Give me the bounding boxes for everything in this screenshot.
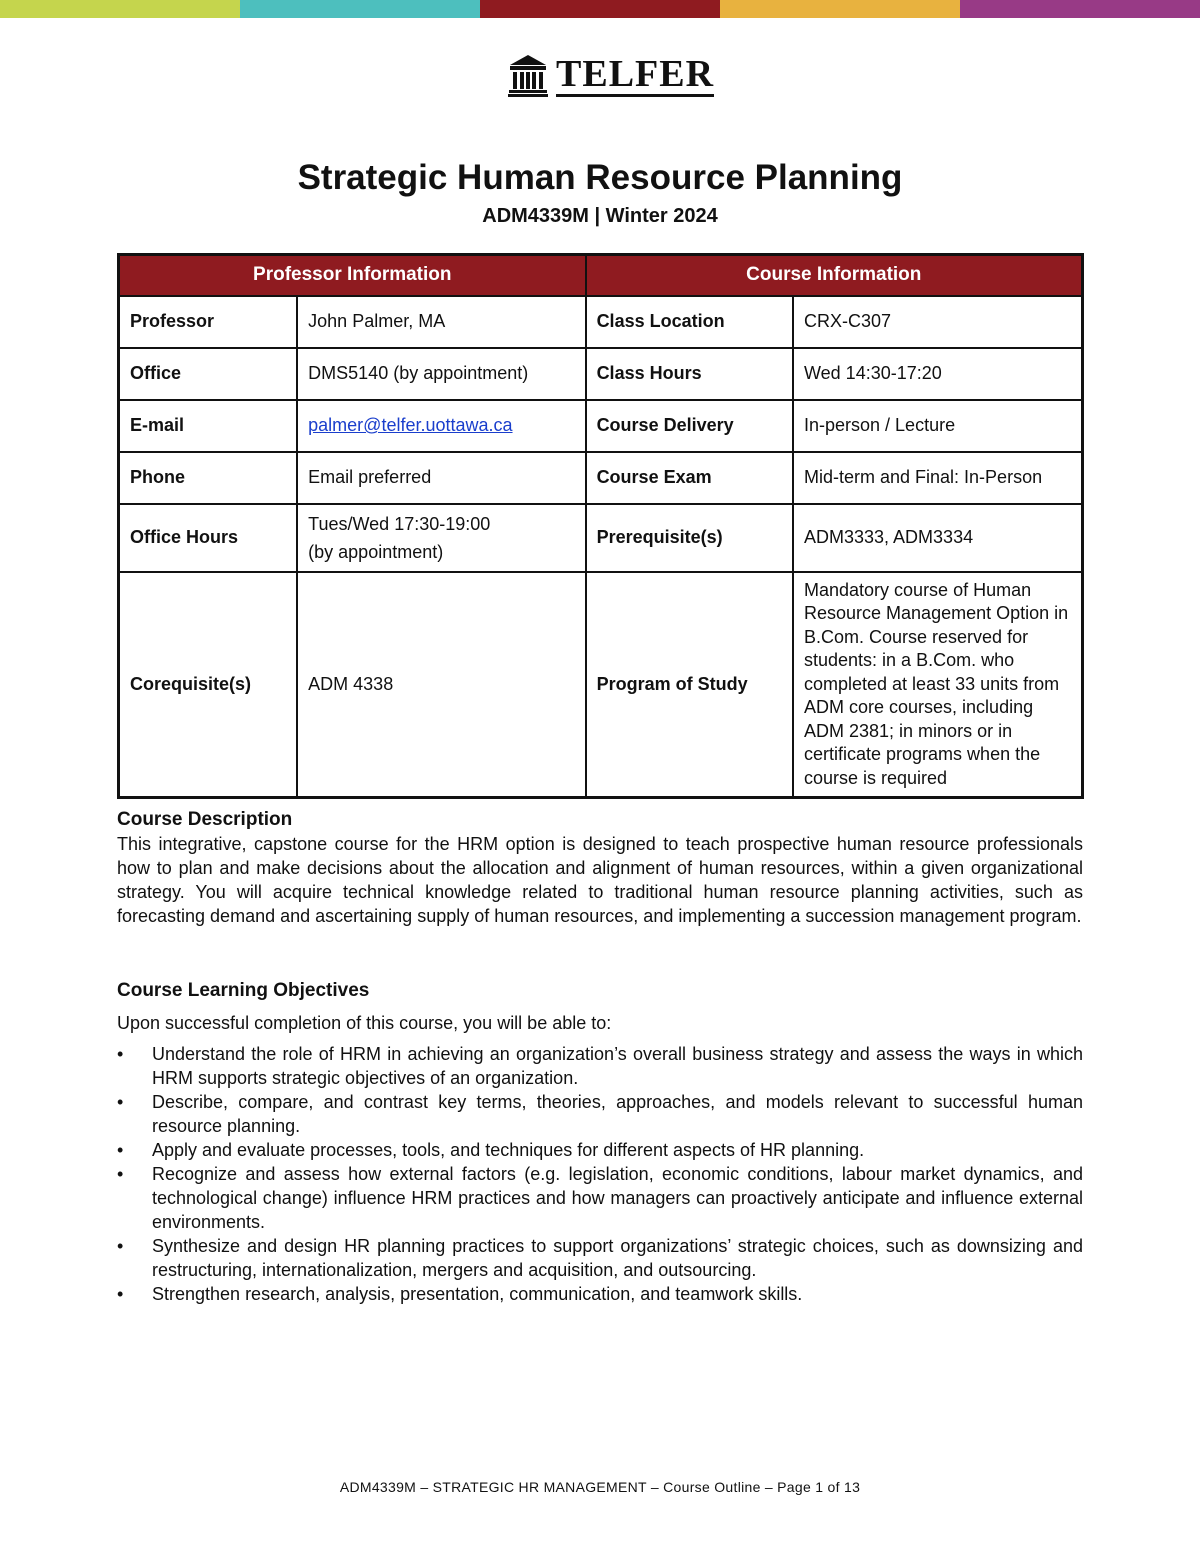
course-exam-value: Mid-term and Final: In-Person xyxy=(793,452,1083,504)
office-hours-note: (by appointment) xyxy=(308,541,444,562)
class-hours-label: Class Hours xyxy=(586,348,793,400)
stripe-segment-teal xyxy=(240,0,480,18)
class-hours-value: Wed 14:30-17:20 xyxy=(793,348,1083,400)
stripe-segment-maroon xyxy=(480,0,720,18)
list-item: • Describe, compare, and contrast key terms, theories, approaches, and models relevant to successful human resource planning. xyxy=(117,1090,1083,1138)
phone-value: Email preferred xyxy=(297,452,585,504)
prerequisites-value: ADM3333, ADM3334 xyxy=(793,504,1083,572)
corequisites-label: Corequisite(s) xyxy=(119,572,298,798)
class-location-value: CRX-C307 xyxy=(793,296,1083,348)
table-row xyxy=(119,572,1083,798)
table-header-row xyxy=(119,255,1083,296)
office-hours-times: Tues/Wed 17:30-19:00 xyxy=(308,513,491,534)
professor-info-header: Professor Information xyxy=(119,255,586,296)
professor-value: John Palmer, MA xyxy=(297,296,585,348)
table-row xyxy=(119,504,1083,572)
program-of-study-label: Program of Study xyxy=(586,572,793,798)
course-delivery-label: Course Delivery xyxy=(586,400,793,452)
color-stripe xyxy=(0,0,1200,18)
course-description-text: This integrative, capstone course for the HRM option is designed to teach prospective human resource professionals how to plan and make decisions about the allocation and alignment of human resources, within a given organizational strategy. You will acquire technical knowledge related to traditional human resource planning activities, such as forecasting demand and ascertaining supply of human resources, and implementing a succession management program. xyxy=(117,834,1083,926)
course-description-section xyxy=(117,808,1083,928)
learning-objectives-heading: Course Learning Objectives xyxy=(117,980,370,1001)
building-columns-icon xyxy=(508,53,548,97)
email-cell xyxy=(297,400,585,452)
list-item: • Understand the role of HRM in achieving an organization’s overall business strategy and assess the ways in which HRM supports strategic objectives of an organization. xyxy=(117,1042,1083,1090)
list-item: • Synthesize and design HR planning practices to support organizations’ strategic choices, such as downsizing and restructuring, internationalization, mergers and acquisition, and outsourcing. xyxy=(117,1234,1083,1282)
course-info-table xyxy=(117,253,1084,799)
corequisites-value: ADM 4338 xyxy=(297,572,585,798)
class-location-label: Class Location xyxy=(586,296,793,348)
list-item: • Recognize and assess how external factors (e.g. legislation, economic conditions, labour market dynamics, and technological change) influence HRM practices and how managers can proactively anticipate and influence external environments. xyxy=(117,1162,1083,1234)
learning-objectives-intro: Upon successful completion of this course, you will be able to: xyxy=(117,1013,612,1033)
telfer-logo xyxy=(508,52,714,98)
table-row xyxy=(119,400,1083,452)
course-code-term: ADM4339M | Winter 2024 xyxy=(482,205,718,227)
office-value: DMS5140 (by appointment) xyxy=(297,348,585,400)
prerequisites-label: Prerequisite(s) xyxy=(586,504,793,572)
phone-label: Phone xyxy=(119,452,298,504)
table-row xyxy=(119,452,1083,504)
course-description-heading: Course Description xyxy=(117,809,293,830)
table-row xyxy=(119,296,1083,348)
list-item: • Strengthen research, analysis, presentation, communication, and teamwork skills. xyxy=(117,1282,1083,1306)
stripe-segment-green xyxy=(0,0,240,18)
email-link[interactable]: palmer@telfer.uottawa.ca xyxy=(308,415,513,435)
learning-objectives-list xyxy=(117,1042,1083,1306)
stripe-segment-purple xyxy=(960,0,1200,18)
office-hours-label: Office Hours xyxy=(119,504,298,572)
learning-objectives-section xyxy=(117,980,1083,1306)
professor-label: Professor xyxy=(119,296,298,348)
email-label: E-mail xyxy=(119,400,298,452)
logo-wordmark: TELFER xyxy=(556,52,715,95)
page-footer: ADM4339M – STRATEGIC HR MANAGEMENT – Course Outline – Page 1 of 13 xyxy=(339,1479,861,1495)
program-of-study-value: Mandatory course of Human Resource Management Option in B.Com. Course reserved for students: in a B.Com. who completed at least 33 units from ADM core courses, including ADM 2381; in minors or in certificate programs when the course is required xyxy=(793,572,1083,798)
course-exam-label: Course Exam xyxy=(586,452,793,504)
course-delivery-value: In-person / Lecture xyxy=(793,400,1083,452)
stripe-segment-gold xyxy=(720,0,960,18)
table-row xyxy=(119,348,1083,400)
office-label: Office xyxy=(119,348,298,400)
course-info-header: Course Information xyxy=(586,255,1083,296)
list-item: • Apply and evaluate processes, tools, and techniques for different aspects of HR planning. xyxy=(117,1138,1083,1162)
office-hours-value xyxy=(297,504,585,572)
page-title: Strategic Human Resource Planning xyxy=(297,158,903,197)
